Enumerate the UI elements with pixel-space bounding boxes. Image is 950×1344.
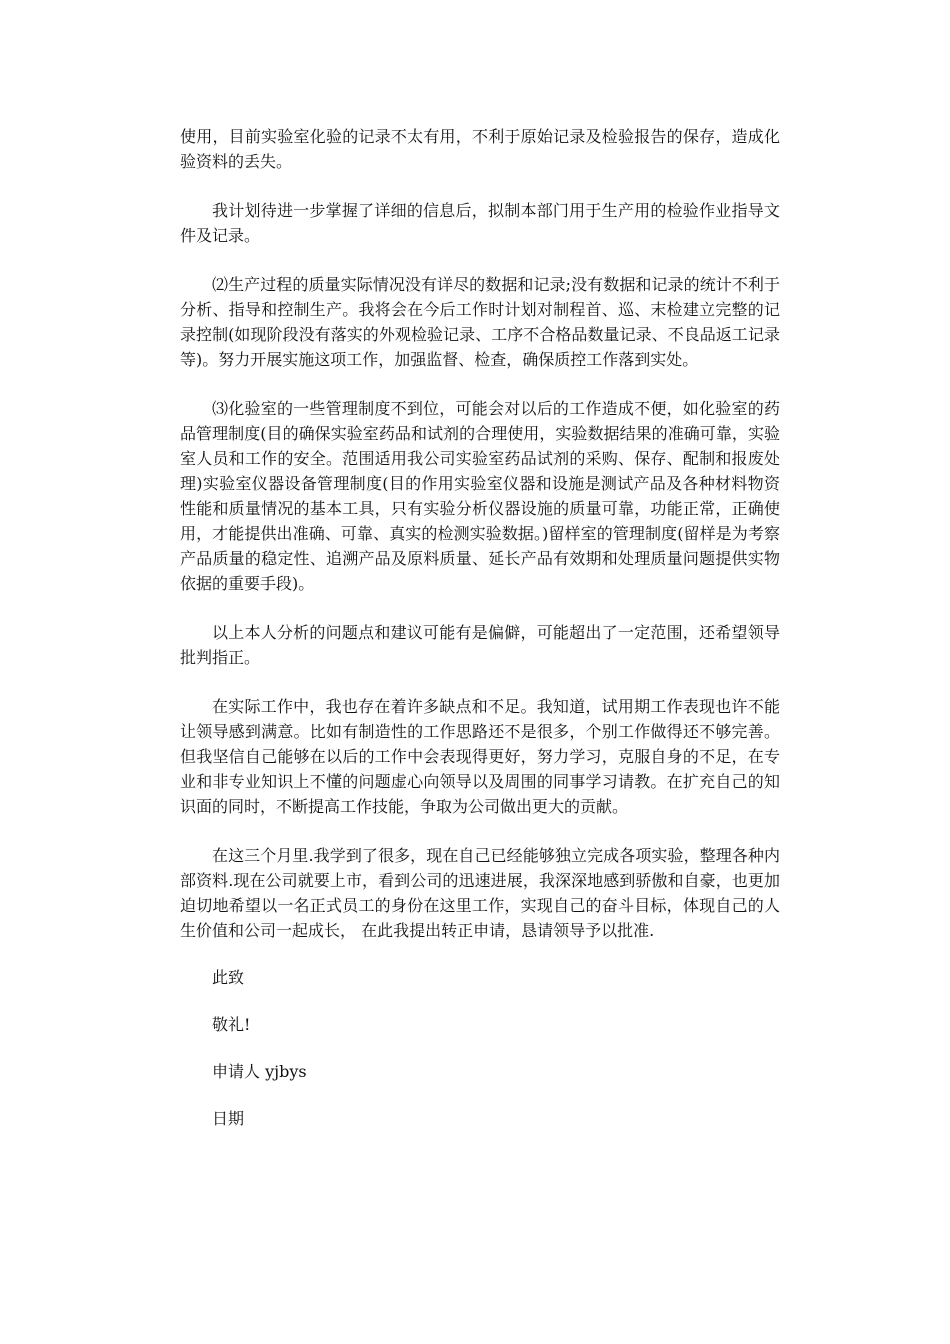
paragraph-continued: 使用，目前实验室化验的记录不太有用，不利于原始记录及检验报告的保存，造成化验资料的丢失。 <box>180 127 780 171</box>
applicant-signature: 申请人 yjbys <box>212 1062 307 1081</box>
closing-regards: 敬礼! <box>212 1015 251 1034</box>
paragraph-analysis-note: 以上本人分析的问题点和建议可能有是偏僻，可能超出了一定范围，还希望领导批判指正。 <box>180 623 780 667</box>
paragraph-self-assessment: 在实际工作中，我也存在着许多缺点和不足。我知道，试用期工作表现也许不能让领导感到满意。比如有制造性的工作思路还不是很多，个别工作做得还不够完善。但我坚信自己能够在以后的工作中会表现得更好，努力学习，克服自身的不足，在专业和非专业知识上不懂的问题虚心向领导以及周围的同事学习请教。在扩充自己的知识面的同时，不断提高工作技能，争取为公司做出更大的贡献。 <box>180 697 780 816</box>
paragraph-item-2: ⑵生产过程的质量实际情况没有详尽的数据和记录;没有数据和记录的统计不利于分析、指导和控制生产。我将会在今后工作时计划对制程首、巡、末检建立完整的记录控制(如现阶段没有落实的外观检验记录、工序不合格品数量记录、不良品返工记录等)。努力开展实施这项工作，加强监督、检查，确保质控工作落到实处。 <box>180 275 780 369</box>
document-page <box>180 124 780 1131</box>
paragraph-application: 在这三个月里.我学到了很多，现在自己已经能够独立完成各项实验，整理各种内部资料.现在公司就要上市，看到公司的迅速进展，我深深地感到骄傲和自豪，也更加迫切地希望以一名正式员工的身份在这里工作，实现自己的奋斗目标，体现自己的人生价值和公司一起成长， 在此我提出转正申请，恳请领导予以批准. <box>180 846 780 940</box>
date-line: 日期 <box>212 1109 245 1128</box>
paragraph-plan: 我计划待进一步掌握了详细的信息后，拟制本部门用于生产用的检验作业指导文件及记录。 <box>180 201 780 245</box>
closing-salutation: 此致 <box>212 968 245 987</box>
paragraph-item-3: ⑶化验室的一些管理制度不到位，可能会对以后的工作造成不便，如化验室的药品管理制度(目的确保实验室药品和试剂的合理使用，实验数据结果的准确可靠，实验室人员和工作的安全。范围适用我公司实验室药品试剂的采购、保存、配制和报废处理)实验室仪器设备管理制度(目的作用实验室仪器和设施是测试产品及各种材料物资性能和质量情况的基本工具，只有实验分析仪器设施的质量可靠，功能正常，正确使用，才能提供出准确、可靠、真实的检测实验数据。)留样室的管理制度(留样是为考察产品质量的稳定性、追溯产品及原料质量、延长产品有效期和处理质量问题提供实物依据的重要手段)。 <box>180 399 780 593</box>
